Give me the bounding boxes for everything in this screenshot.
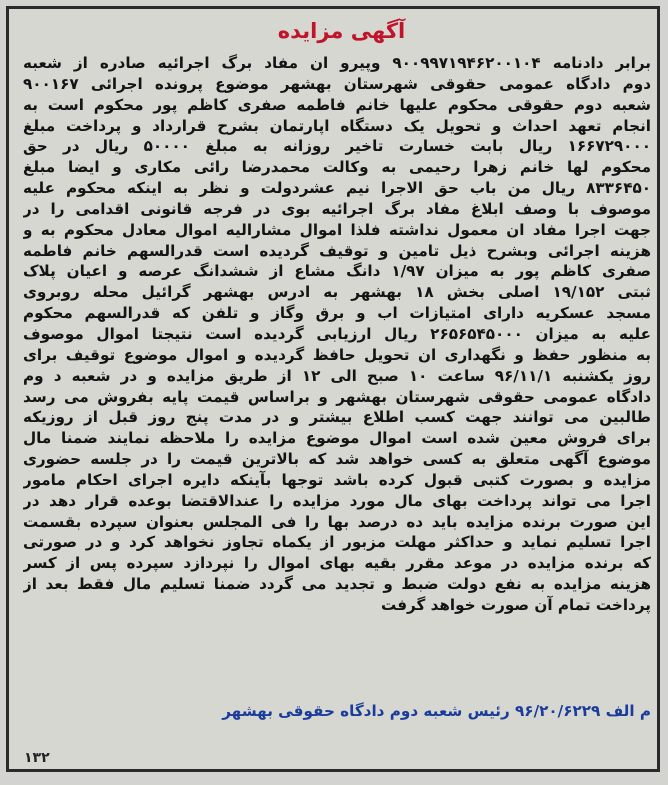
body-line: پرداخت تمام آن صورت خواهد گرفت xyxy=(381,595,651,614)
body-line: دادگاه عمومی حقوقی شهرستان بهشهر و براساس قیمت پایه بفروش می رسد xyxy=(23,387,651,406)
body-line: روز یکشنبه ۹۶/۱۱/۱ ساعت ۱۰ صبح الی ۱۲ از طریق مزایده و در شعبه د وم xyxy=(23,366,651,385)
body-line: به منظور حفظ و نگهداری ان تحویل حافظ گردیده و اموال موضوع توقیف برای xyxy=(23,345,651,364)
body-line: اجرا می تواند پرداخت بهای مال مورد مزایده را عندالاقتضا بوعده قرار دهد در xyxy=(23,491,651,510)
body-line: علیه به میزان ۲۶۵۶۵۴۵۰۰۰ ریال ارزیابی گردیده است نتیجتا اموال موصوف xyxy=(23,324,651,343)
title-box xyxy=(254,13,429,49)
body-line: ۱۶۶۷۲۹۰۰۰ ریال بابت خسارت تاخیر روزانه به مبلغ ۵۰۰۰۰ ریال در حق xyxy=(23,137,651,156)
body-line: اجرا تسلیم نماید و حداکثر مهلت مزبور از یکماه تجاوز نخواهد کرد و در صورتی xyxy=(23,533,651,552)
body-line: محکوم لها خانم زهرا رحیمی به وکالت محمدرضا رائی مکاری و ایضا مبلغ xyxy=(23,158,651,177)
body-line: انجام تعهد احداث و تحویل یک دستگاه اپارتمان بشرح قرارداد و پرداخت مبلغ xyxy=(23,116,651,135)
body-line: جهت اجرا مفاد ان معمول نداشته فلذا اموال مشارالیه اموال معادل محکوم به و xyxy=(23,220,651,239)
notice-body xyxy=(23,53,651,616)
body-line: هزینه اجرائی وبشرح ذیل تامین و توقیف گردیده است قدرالسهم خانم فاطمه xyxy=(23,241,651,260)
body-line: دوم دادگاه عمومی حقوقی شهرستان بهشهر موضوع پرونده اجرائی ۹۰۰۱۶۷ xyxy=(23,74,651,93)
body-line: مزایده و بصورت کتبی قبول کرده باشد توجها بآینکه دایره اجرای احکام مامور xyxy=(23,470,651,489)
notice-frame xyxy=(6,6,660,772)
notice-signature: م الف ۹۶/۲۰/۶۲۲۹ رئیس شعبه دوم دادگاه حقوقی بهشهر xyxy=(222,702,651,720)
body-line: این صورت برنده مزایده باید ده درصد بها را فی المجلس بعنوان سپرده بقسمت xyxy=(23,512,651,531)
body-line: ۸۳۳۶۴۵۰ ریال من باب حق الاجرا نیم عشردولت و نظر به اینکه محکوم علیه xyxy=(23,179,651,198)
body-line: صفری کاظم پور به میزان ۱/۹۷ دانگ مشاع از ششدانگ عرصه و اعیان پلاک xyxy=(23,262,651,281)
body-line: هزینه مزایده به نفع دولت ضبط و تجدید می گردد ضمنا تسلیم مال فقط بعد از xyxy=(23,575,651,594)
body-line: ثبتی ۱۹/۱۵۲ اصلی بخش ۱۸ بهشهر به ادرس بهشهر گرائیل محله روبروی xyxy=(23,283,651,302)
body-line: شعبه دوم حقوقی محکوم علیها خانم فاطمه صفری کاظم پور محکوم است به xyxy=(23,95,651,114)
body-line: مسجد عسکریه دارای امتیازات اب و برق وگاز و تلفن که قدرالسهم محکوم xyxy=(23,304,651,323)
body-line: طالبین می توانند جهت کسب اطلاع بیشتر و در مدت پنج روز قبل از روزیکه xyxy=(23,408,651,427)
notice-title: آگهی مزایده xyxy=(277,19,406,43)
body-line: که برنده مزایده در موعد مقرر بقیه بهای اموال را نپردازد سپرده پس از کسر xyxy=(23,554,651,573)
body-line: برابر دادنامه ۹۰۰۹۹۷۱۹۴۶۲۰۰۱۰۴ وپیرو ان مفاد برگ اجرائیه صادره از شعبه xyxy=(23,54,651,72)
body-line: موضوع آگهی متعلق به کسی خواهد شد که بالاترین قیمت را در جلسه حضوری xyxy=(23,450,651,469)
body-line: برای فروش معین شده است اموال موضوع مزایده را ملاحظه نمایند ضمنا مال xyxy=(23,429,651,448)
body-line: موصوف با وصف ابلاغ مفاد برگ اجرائیه بوی در فرجه قانونی اقدامی را در xyxy=(23,199,651,218)
page-number: ۱۳۲ xyxy=(24,750,50,766)
